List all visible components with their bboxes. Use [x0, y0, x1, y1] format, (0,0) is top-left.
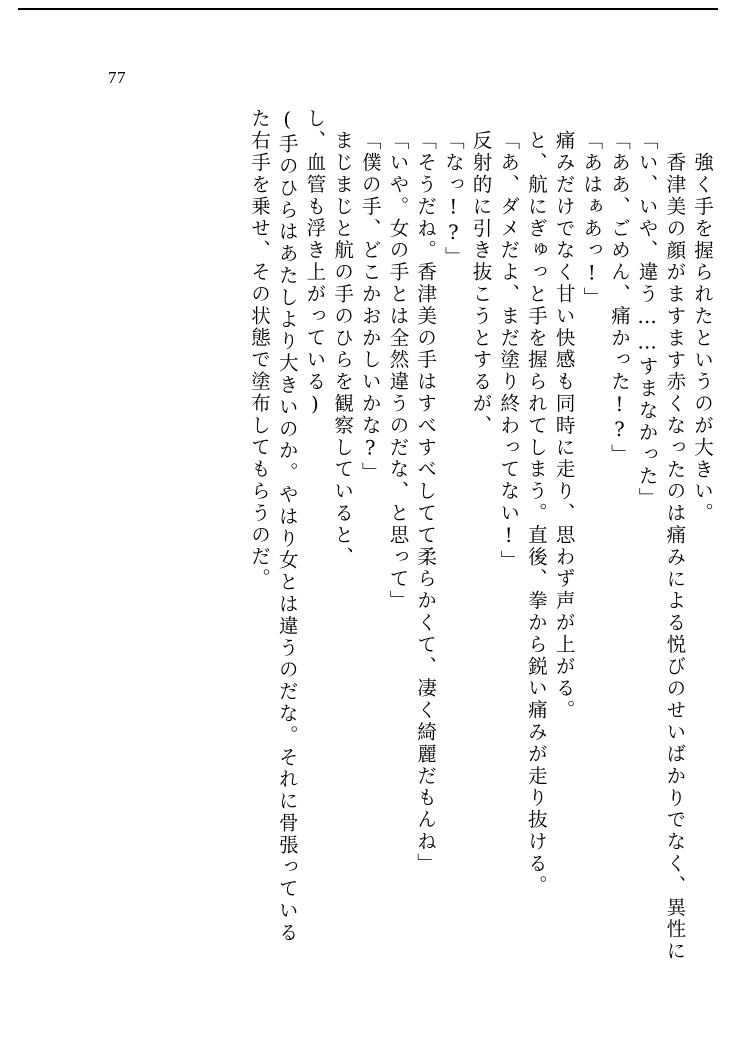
text-line: 「僕の手、どこかおかしいかな?」 [358, 130, 382, 484]
text-line: (手のひらはあたしより大きいのか。やはり女とは違うのだな。それに骨張っている [275, 108, 299, 944]
text-line: 「い、いや、違う……すまなかった」 [635, 130, 659, 510]
text-line: 香津美の顔がますます赤くなったのは痛みによる悦びのせいばかりでなく、異性に [663, 152, 687, 963]
text-line: 痛みだけでなく甘い快感も同時に走り、思わず声が上がる。 [552, 130, 576, 722]
vertical-text-block [241, 108, 712, 1008]
text-line: 「いや。女の手とは全然違うのだな、と思って」 [386, 130, 410, 612]
page-number: 77 [108, 68, 126, 87]
text-line: し、血管も浮き上がっている) [303, 108, 327, 419]
text-line: た右手を乗せ、その状態で塗布してもらうのだ。 [248, 108, 271, 590]
text-line: 反射的に引き抜こうとするが、 [469, 130, 493, 437]
text-line: と、航にぎゅっと手を握られてしまう。直後、拳から鋭い痛みが走り抜ける。 [524, 130, 548, 897]
text-line: 「あ、ダメだよ、まだ塗り終わってない!」 [497, 130, 521, 572]
text-line: 「そうだね。香津美の手はすべすべしてて柔らかくて、凄く綺麗だもんね」 [414, 130, 438, 875]
text-line: まじまじと航の手のひらを観察していると、 [331, 130, 355, 568]
text-line: 「なっ!?」 [441, 130, 465, 269]
text-line: 「ああ、ごめん、痛かった!?」 [607, 130, 631, 466]
text-line: 強く手を握られたというのが大きい。 [691, 152, 714, 525]
text-line: 「あはぁあっ!」 [580, 130, 604, 309]
page-top-rule [18, 8, 718, 10]
